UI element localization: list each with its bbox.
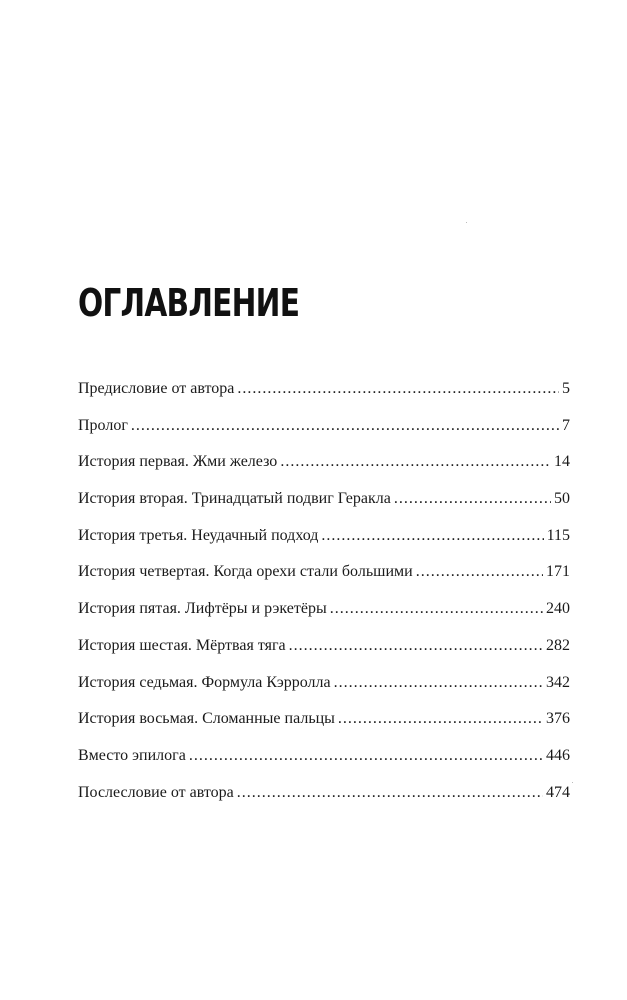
toc-page-number: 115	[546, 526, 570, 544]
toc-dot-leader	[189, 740, 543, 772]
toc-dot-leader	[416, 556, 543, 588]
toc-entry-title: История четвертая. Когда орехи стали большими	[78, 563, 413, 581]
toc-entry	[78, 703, 570, 740]
paper-speck	[572, 782, 573, 783]
toc-page-number: 7	[562, 416, 570, 434]
toc-entry-title: История пятая. Лифтёры и рэкетёры	[78, 600, 327, 618]
toc-entry-title: Послесловие от автора	[78, 783, 234, 801]
toc-entry	[78, 593, 570, 630]
toc-page-number: 5	[562, 380, 570, 397]
toc-page-number: 240	[546, 600, 570, 618]
toc-entry	[78, 520, 570, 557]
toc-entry	[78, 373, 570, 410]
toc-dot-leader	[237, 777, 543, 809]
toc-page-number: 282	[546, 636, 570, 654]
toc-entry-title: История шестая. Мёртвая тяга	[78, 636, 286, 654]
paper-speck	[466, 222, 467, 223]
toc-page-number: 376	[546, 710, 570, 728]
toc-entry-title: Пролог	[78, 416, 128, 434]
toc-entry	[78, 483, 570, 520]
toc-page-number: 342	[546, 673, 570, 691]
toc-dot-leader	[289, 630, 543, 662]
toc-dot-leader	[334, 667, 543, 699]
toc-page-number: 50	[554, 490, 570, 508]
toc-entry	[78, 777, 570, 814]
toc-entry	[78, 556, 570, 593]
toc-page-number: 14	[554, 453, 570, 471]
toc-entry-title: Вместо эпилога	[78, 746, 186, 764]
toc-entry	[78, 630, 570, 667]
toc-dot-leader	[321, 520, 543, 552]
toc-dot-leader	[131, 410, 559, 442]
toc-dot-leader	[330, 593, 543, 625]
toc-dot-leader	[237, 373, 559, 405]
toc-entry	[78, 410, 570, 447]
toc-dot-leader	[394, 483, 551, 515]
toc-entry-title: История первая. Жми железо	[78, 453, 278, 471]
toc-entry	[78, 740, 570, 777]
toc-dot-leader	[280, 446, 551, 478]
toc-entry-title: История вторая. Тринадцатый подвиг Геракла	[78, 490, 391, 508]
page-title: ОГЛАВЛЕНИЕ	[78, 281, 300, 325]
toc-page-number: 171	[546, 563, 570, 581]
toc-entry-title: История третья. Неудачный подход	[78, 526, 319, 544]
toc-entry-title: Предисловие от автора	[78, 380, 235, 397]
toc-entry-title: История восьмая. Сломанные пальцы	[78, 710, 335, 728]
toc-entry-title: История седьмая. Формула Кэрролла	[78, 673, 331, 691]
toc-page-number: 446	[546, 746, 570, 764]
toc-entry	[78, 667, 570, 704]
toc-page-number: 474	[546, 783, 570, 801]
toc-dot-leader	[338, 703, 543, 735]
table-of-contents	[78, 373, 570, 813]
toc-entry	[78, 446, 570, 483]
